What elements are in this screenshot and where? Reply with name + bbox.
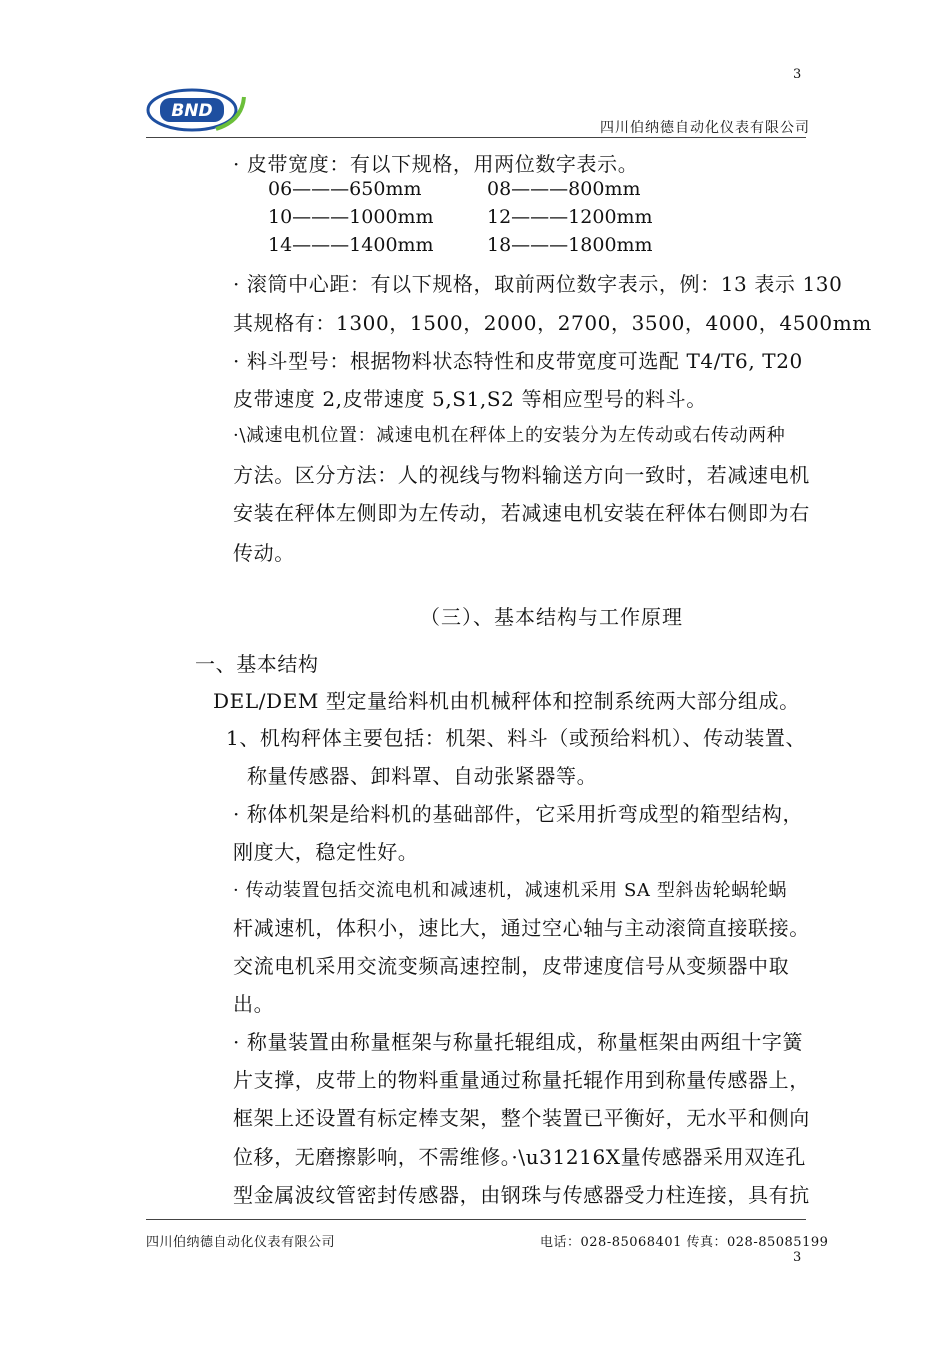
company-logo	[146, 85, 248, 135]
paragraph-line: 刚度大，稳定性好。	[233, 840, 419, 864]
spec-cell: 06———650mm	[268, 178, 422, 200]
paragraph-line: 交流电机采用交流变频高速控制，皮带速度信号从变频器中取	[233, 954, 790, 978]
spec-cell: 12———1200mm	[487, 206, 653, 228]
spec-cell: 18———1800mm	[487, 234, 653, 256]
paragraph-line: · 传动装置包括交流电机和减速机，减速机采用 SA 型斜齿轮蜗轮蜗	[233, 880, 788, 901]
footer-contact: 电话：028-85068401 传真：028-85085199	[540, 1235, 829, 1250]
header-company-name: 四川伯纳德自动化仪表有限公司	[600, 120, 810, 136]
paragraph-line: 安装在秤体左侧即为左传动，若减速电机安装在秤体右侧即为右	[233, 501, 810, 525]
paragraph-line: 其规格有：1300，1500，2000，2700，3500，4000，4500mm	[233, 311, 872, 335]
paragraph-line: 称量传感器、卸料罩、自动张紧器等。	[247, 764, 598, 788]
belt-width-intro: · 皮带宽度：有以下规格，用两位数字表示。	[233, 152, 639, 176]
spec-cell: 14———1400mm	[268, 234, 434, 256]
paragraph-line: · 称量装置由称量框架与称量托辊组成，称量框架由两组十字簧	[233, 1030, 804, 1054]
footer-page-number: 3	[793, 1250, 802, 1265]
footer-company-name: 四川伯纳德自动化仪表有限公司	[146, 1235, 336, 1250]
paragraph-line: · 滚筒中心距：有以下规格，取前两位数字表示，例：13 表示 130	[233, 272, 843, 296]
paragraph-line: 1、机构秤体主要包括：机架、料斗（或预给料机）、传动装置、	[226, 726, 807, 750]
spec-cell: 08———800mm	[487, 178, 641, 200]
heading-basic-structure: 一、基本结构	[195, 652, 319, 676]
paragraph-line: DEL/DEM 型定量给料机由机械秤体和控制系统两大部分组成。	[213, 689, 800, 713]
header-rule	[146, 137, 806, 138]
header-page-number: 3	[793, 67, 802, 82]
paragraph-line: 传动。	[233, 541, 295, 565]
footer-rule	[146, 1219, 806, 1220]
paragraph-line: 片支撑，皮带上的物料重量通过称量托辊作用到称量传感器上，	[233, 1068, 810, 1092]
paragraph-line: ·\减速电机位置：减速电机在秤体上的安装分为左传动或右传动两种	[233, 425, 786, 446]
paragraph-line: 框架上还设置有标定棒支架，整个装置已平衡好，无水平和侧向	[233, 1106, 810, 1130]
section-title: （三）、基本结构与工作原理	[420, 605, 683, 629]
paragraph-line: 杆减速机，体积小，速比大，通过空心轴与主动滚筒直接联接。	[233, 916, 810, 940]
paragraph-line: 出。	[233, 992, 275, 1016]
spec-cell: 10———1000mm	[268, 206, 434, 228]
paragraph-line: 方法。区分方法：人的视线与物料输送方向一致时，若减速电机	[233, 463, 810, 487]
paragraph-line: 皮带速度 2,皮带速度 5,S1,S2 等相应型号的料斗。	[233, 387, 707, 411]
paragraph-line: 位移，无磨擦影响，不需维修。·\u31216X量传感器采用双连孔	[233, 1145, 807, 1169]
paragraph-line: · 称体机架是给料机的基础部件，它采用折弯成型的箱型结构，	[233, 802, 804, 826]
paragraph-line: 型金属波纹管密封传感器，由钢珠与传感器受力柱连接，具有抗	[233, 1183, 810, 1207]
paragraph-line: · 料斗型号：根据物料状态特性和皮带宽度可选配 T4/T6, T20	[233, 349, 803, 373]
logo-text: BND	[171, 101, 213, 121]
